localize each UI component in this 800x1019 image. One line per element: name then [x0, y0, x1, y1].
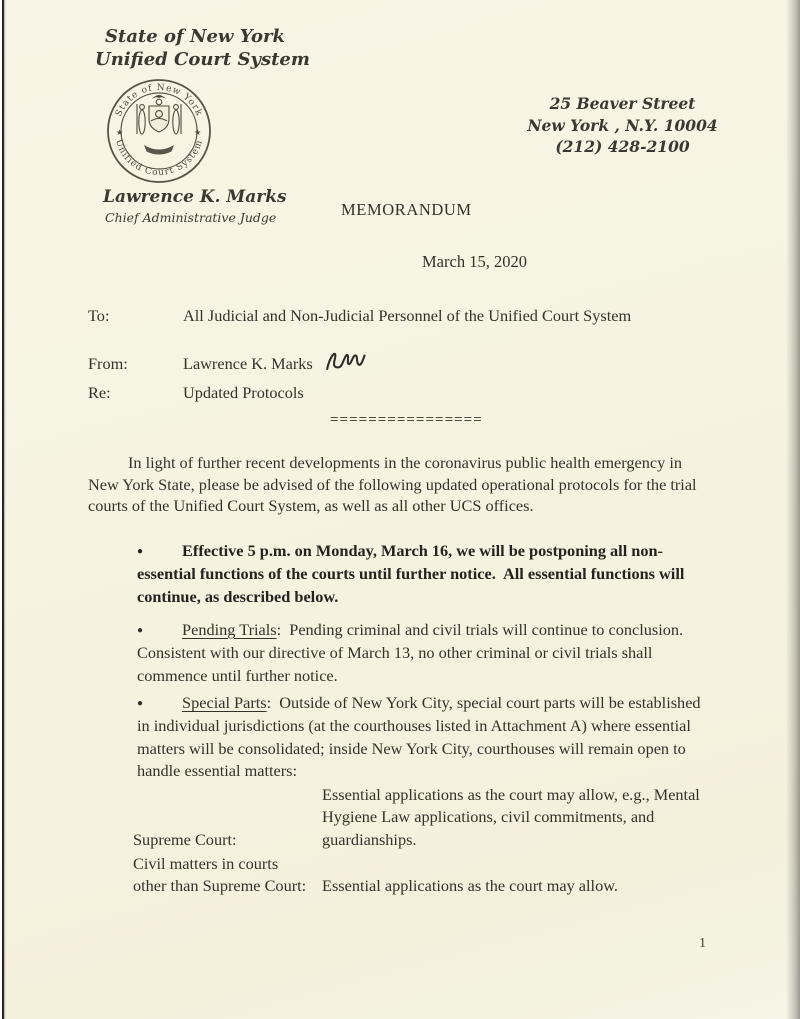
photo-edge-left [0, 0, 6, 1019]
field-row-re [88, 383, 304, 403]
court-row-supreme-court [133, 784, 698, 851]
svg-text:Unified Court System [113, 138, 205, 178]
page-number: 1 [699, 936, 706, 951]
letterhead-org-line2: Unified Court System [95, 49, 310, 70]
seal-star-left-icon: ★ [116, 128, 124, 137]
handwritten-signature-initials [320, 344, 374, 378]
court-row-label: Civil matters in courts other than Supreme Court: [133, 854, 307, 896]
seal-star-right-icon: ★ [194, 128, 202, 137]
bullet-special-parts: ● Special Parts: Outside of New York City, special court parts will be established in individual jurisdictions (at the courthouses listed in Attachment A) where essential matters will be consolidated; inside New York City, courthouses will remain open to handle essential matters: [137, 693, 701, 781]
from-value: Lawrence K. Marks [183, 354, 313, 373]
court-row-civil-matters [133, 853, 698, 898]
letterhead-org-line1: State of New York [105, 26, 285, 47]
field-row-to [88, 306, 631, 326]
bullet-effective-postponement: ● Effective 5 p.m. on Monday, March 16, we will be postponing all non- essential functions of the courts until further notice. All essential functions will continue, as described below. [137, 541, 685, 606]
to-value: All Judicial and Non-Judicial Personnel of the Unified Court System [183, 306, 632, 325]
photo-edge-right [786, 0, 800, 1019]
court-row-description: Essential applications as the court may allow, e.g., Mental Hygiene Law applications, civil commitments, and guardianships. [322, 785, 700, 849]
memo-date: March 15, 2020 [422, 252, 527, 271]
letterhead-official-name: Lawrence K. Marks [103, 187, 287, 207]
bullet-dot-icon: ● [137, 625, 144, 636]
ny-unified-court-system-seal-icon [104, 76, 214, 186]
court-row-label: Supreme Court: [133, 829, 237, 849]
section-divider: ================ [330, 412, 483, 428]
address-line: (212) 428-2100 [555, 137, 690, 156]
re-label: Re: [88, 383, 111, 402]
seal-bottom-text: Unified Court System [112, 138, 206, 179]
to-label: To: [88, 306, 110, 325]
bullet-pending-trials: ● Pending Trials: Pending criminal and civil trials will continue to conclusion. Consistent with our directive of March 13, no other criminal or civil trials shall commence until further notice. [137, 620, 684, 685]
seal-coat-of-arms-icon [137, 95, 181, 155]
bullet-dot-icon: ● [137, 546, 144, 557]
from-label: From: [88, 354, 128, 373]
intro-paragraph: In light of further recent developments in the coronavirus public health emergency in New York State, please be advised of the following updated operational protocols for the trial courts of the Unified Court System, as well as all other UCS offices. [88, 453, 697, 515]
re-value: Updated Protocols [183, 383, 304, 402]
letterhead-official-title: Chief Administrative Judge [105, 210, 277, 225]
court-row-description: Essential applications as the court may allow. [322, 876, 618, 896]
seal-top-text: State of New York [114, 82, 204, 119]
field-row-from [88, 344, 374, 378]
letterhead-address-block [500, 93, 745, 158]
address-line: 25 Beaver Street [549, 94, 696, 113]
address-line: New York , N.Y. 10004 [527, 115, 718, 135]
memo-heading: MEMORANDUM [341, 200, 472, 219]
bullet-dot-icon: ● [137, 698, 144, 709]
